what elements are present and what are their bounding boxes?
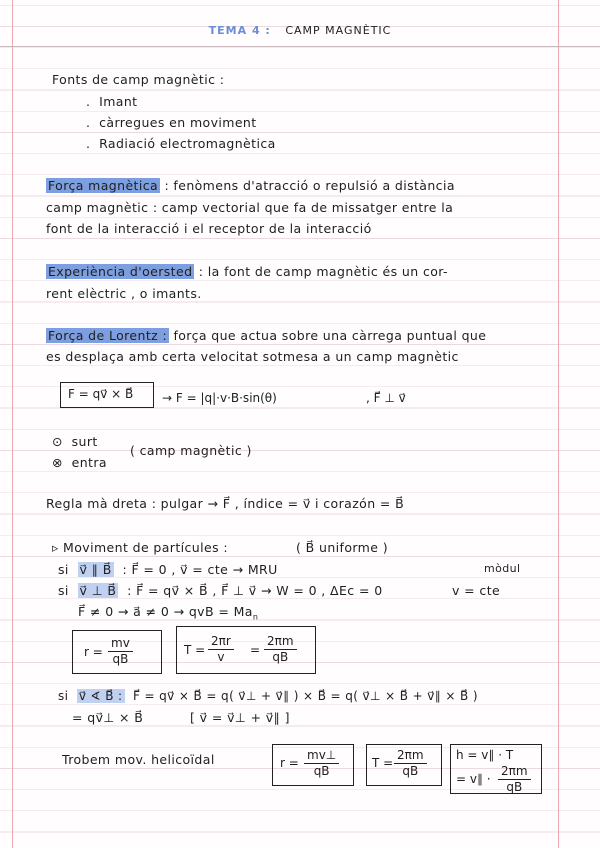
helical-period-label: T = (372, 756, 394, 770)
source-item-1: . Imant (86, 94, 138, 109)
source-item-2: . càrregues en moviment (86, 115, 257, 130)
cross-in-icon: ⊗ (52, 455, 63, 470)
magnetic-force-term: Força magnètica (48, 178, 159, 193)
lorentz-magnitude: → F = |q|·v·B·sin(θ) (162, 391, 277, 405)
field-label: ( camp magnètic ) (130, 443, 252, 458)
condition-angle: v⃗ ∢ B⃗ : (78, 689, 123, 703)
lorentz-line2: es desplaça amb certa velocitat sotmesa a un camp magnètic (46, 349, 459, 364)
dot-out-icon: ⊙ (52, 434, 63, 449)
particles-row1: si v⃗ ∥ B⃗ : F⃗ = 0 , v⃗ = cte → MRU (58, 562, 278, 577)
lorentz-line1: Força de Lorentz : força que actua sobre una càrrega puntual que (48, 328, 487, 343)
particles-row2: si v⃗ ⊥ B⃗ : F⃗ = qv⃗ × B⃗ , F⃗ ⊥ v⃗ → W = 0 , ΔEc = 0 (58, 583, 383, 598)
field-surt: ⊙ surt (52, 434, 98, 449)
helical-pitch-line1: h = v∥ · T (456, 748, 514, 762)
lorentz-perpendicular: , F⃗ ⊥ v⃗ (366, 391, 406, 405)
right-hand-rule: Regla mà dreta : pulgar → F⃗ , índice = v⃗ i corazón = B⃗ (46, 496, 405, 511)
oersted-line1: Experiència d'oersted : la font de camp magnètic és un cor- (48, 264, 448, 279)
magnetic-force-line2: camp magnètic : camp vectorial que fa de missatger entre la (46, 200, 454, 215)
right-margin-line (558, 0, 559, 848)
left-margin-line (12, 0, 13, 848)
lorentz-term: Força de Lorentz : (48, 328, 168, 343)
particles-row2-end: v = cte (452, 583, 501, 598)
oersted-term: Experiència d'oersted (48, 264, 193, 279)
particles-title: ▹ Moviment de partícules : (52, 540, 228, 555)
magnetic-force-line1: Força magnètica : fenòmens d'atracció o repulsió a distància (48, 178, 455, 193)
magnetic-force-line3: font de la interacció i el receptor de la interacció (46, 221, 372, 236)
helical-label: Trobem mov. helicoïdal (62, 752, 215, 767)
particles-uniform: ( B⃗ uniforme ) (296, 540, 389, 555)
header-divider (0, 46, 600, 47)
oersted-line2: rent elèctric , o imants. (46, 286, 202, 301)
helical-pitch-line2: = v∥ · (456, 772, 491, 786)
helical-period-fraction: $\frac{2\pi m}{qB}$ (394, 748, 427, 779)
period-fraction-2: $\frac{2\pi m}{qB}$ (264, 634, 297, 665)
particles-row5-bracket: [ v⃗ = v⃗⊥ + v⃗∥ ] (190, 710, 290, 725)
radius-label: r = (84, 645, 103, 659)
modul-note: mòdul (484, 562, 521, 575)
page-header (0, 24, 600, 37)
particles-row4: si v⃗ ∢ B⃗ : F⃗ = qv⃗ × B⃗ = q( v⃗⊥ + v⃗∥ ) × B⃗ = q( v⃗⊥ × B⃗ + v⃗∥ × B⃗ ) (58, 689, 478, 703)
helical-pitch-fraction: $\frac{2\pi m}{qB}$ (498, 764, 531, 795)
lorentz-formula: F = qv⃗ × B⃗ (68, 387, 134, 401)
header-tema: TEMA 4 : (208, 24, 271, 37)
period-label: T = (184, 643, 206, 657)
radius-fraction: $\frac{mv}{qB}$ (108, 636, 133, 667)
header-title: CAMP MAGNÈTIC (285, 24, 392, 37)
field-entra: ⊗ entra (52, 455, 107, 470)
helical-radius-fraction: $\frac{mv\perp}{qB}$ (304, 748, 339, 779)
particles-row5: = qv⃗⊥ × B⃗ (72, 710, 144, 725)
condition-parallel: v⃗ ∥ B⃗ (79, 562, 112, 577)
sources-intro: Fonts de camp magnètic : (52, 72, 225, 87)
period-fraction-1: $\frac{2\pi r}{v}$ (208, 634, 234, 665)
helical-radius-label: r = (280, 756, 299, 770)
source-item-3: . Radiació electromagnètica (86, 136, 276, 151)
condition-perpendicular: v⃗ ⊥ B⃗ (79, 583, 117, 598)
particles-row3: F⃗ ≠ 0 → a⃗ ≠ 0 → qvB = $Ma_n$ (78, 604, 259, 622)
period-equals: = (250, 643, 261, 657)
